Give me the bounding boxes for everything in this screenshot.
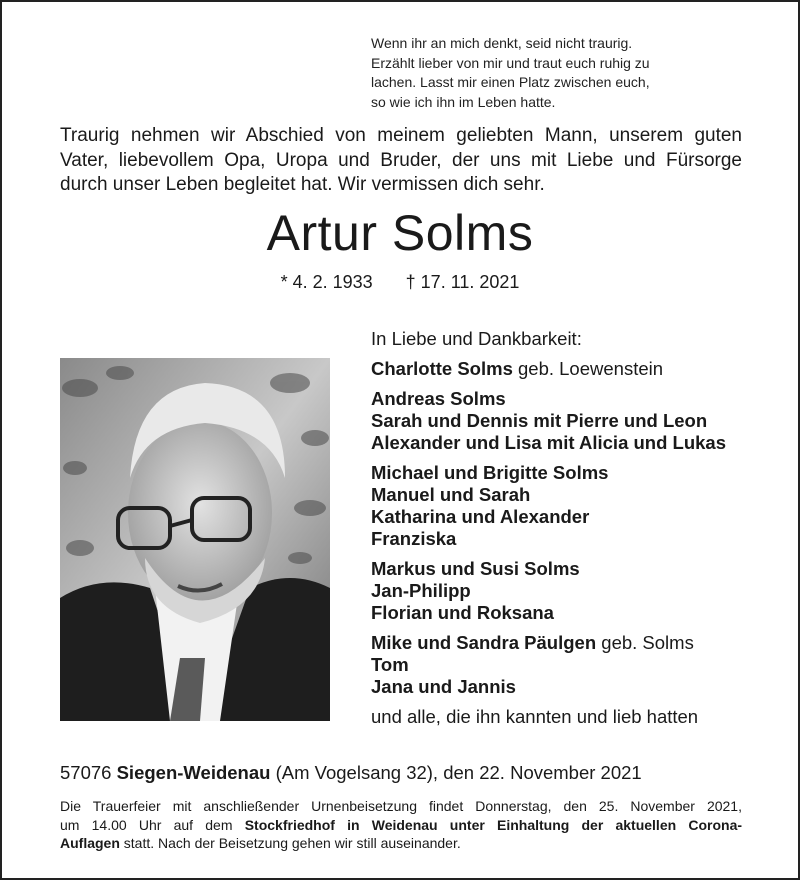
- notice-line: [60, 816, 742, 835]
- postal-code: 57076: [60, 762, 112, 783]
- family-member: Andreas Solms: [371, 388, 506, 409]
- family-group-wife: [371, 358, 771, 380]
- poem-line: Wenn ihr an mich denkt, seid nicht traurig.: [371, 35, 633, 51]
- poem-line: Erzählt lieber von mir und traut euch ruhig zu: [371, 54, 650, 71]
- family-member: Michael und Brigitte Solms: [371, 462, 609, 483]
- portrait-photo: [60, 358, 330, 721]
- city: Siegen-Weidenau: [116, 762, 271, 783]
- address-date: (Am Vogelsang 32), den 22. November 2021: [275, 762, 642, 783]
- place-and-date: [60, 761, 760, 785]
- poem: [371, 34, 711, 112]
- portrait-image: [60, 358, 330, 721]
- family-member: Manuel und Sarah: [371, 484, 531, 505]
- intro-line: Traurig nehmen wir Abschied von meinem geliebten Mann, unserem guten: [60, 125, 742, 146]
- notice-emphasis: Auflagen: [60, 835, 120, 851]
- funeral-notice: [60, 797, 742, 853]
- family-member: Alexander und Lisa mit Alicia und Lukas: [371, 432, 727, 453]
- family-member: Katharina und Alexander: [371, 506, 590, 527]
- notice-text: statt. Nach der Beisetzung gehen wir still auseinander.: [123, 835, 461, 851]
- notice-emphasis: Stockfriedhof in Weidenau unter Einhaltung der aktuellen Corona-: [244, 816, 743, 833]
- family-member: Sarah und Dennis mit Pierre und Leon: [371, 410, 708, 431]
- family-group: [371, 388, 771, 454]
- family-member: Florian und Roksana: [371, 602, 554, 623]
- notice-text: um 14.00 Uhr auf dem: [60, 816, 233, 833]
- death-date: † 17. 11. 2021: [405, 272, 520, 292]
- family-birthname: geb. Solms: [601, 632, 694, 653]
- family-line: [371, 358, 771, 380]
- family-member: Jana und Jannis: [371, 676, 516, 697]
- poem-line: lachen. Lasst mir einen Platz zwischen euch,: [371, 74, 650, 90]
- birth-date: * 4. 2. 1933: [280, 272, 373, 292]
- wife-name: Charlotte Solms: [371, 358, 513, 379]
- wife-birthname: geb. Loewenstein: [518, 358, 664, 379]
- family-member: Mike und Sandra Päulgen: [371, 632, 597, 653]
- family-heading: In Liebe und Dankbarkeit:: [371, 328, 582, 349]
- intro-line: durch unser Leben begleitet hat. Wir vermissen dich sehr.: [60, 174, 545, 195]
- family-group: [371, 632, 771, 698]
- poem-line: so wie ich ihn im Leben hatte.: [371, 93, 556, 110]
- notice-line: Die Trauerfeier mit anschließender Urnenbeisetzung findet Donnerstag, den 25. November 2021,: [60, 798, 742, 814]
- intro-line: Vater, liebevollem Opa, Uropa und Bruder, der uns mit Liebe und Fürsorge: [60, 149, 742, 171]
- notice-line: [60, 834, 742, 853]
- family-member: Jan-Philipp: [371, 580, 471, 601]
- life-dates: [0, 270, 800, 294]
- family-closing: und alle, die ihn kannten und lieb hatten: [371, 706, 699, 727]
- family-member: Tom: [371, 654, 409, 675]
- family-list: [371, 328, 771, 728]
- family-member: Markus und Susi Solms: [371, 558, 580, 579]
- family-member: Franziska: [371, 528, 457, 549]
- family-group: [371, 462, 771, 550]
- deceased-name: Artur Solms: [266, 205, 534, 261]
- family-group: [371, 558, 771, 624]
- intro-text: [60, 124, 742, 198]
